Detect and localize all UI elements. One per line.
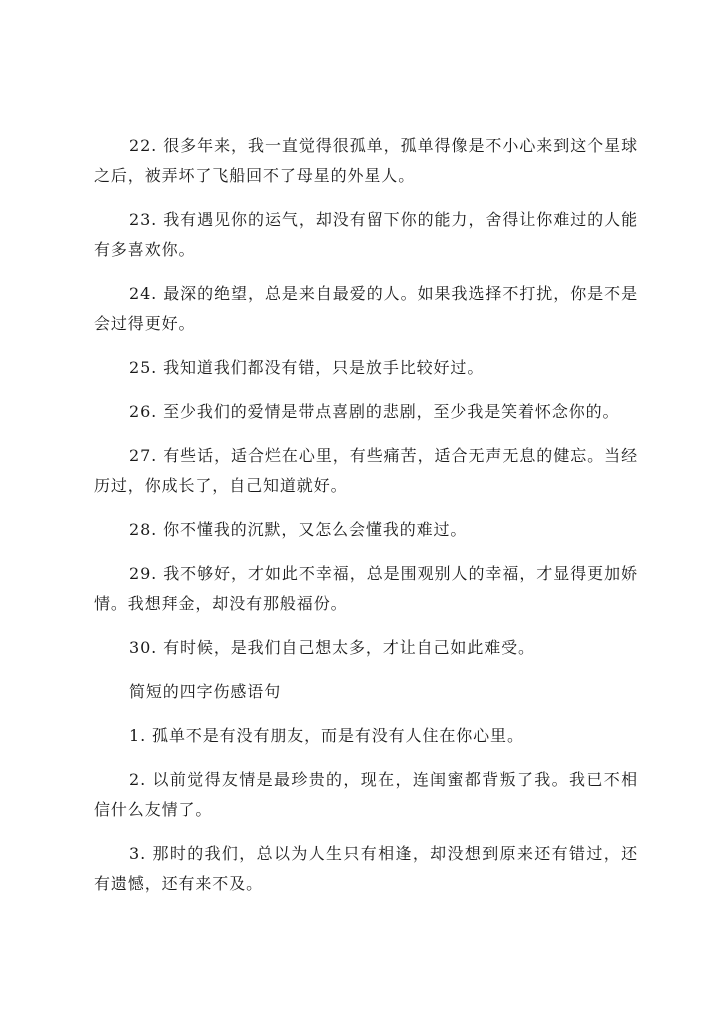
paragraph-22: 22. 很多年来，我一直觉得很孤单，孤单得像是不小心来到这个星球之后，被弄坏了飞船回不了母星的外星人。 [94, 136, 638, 185]
paragraph-1: 1. 孤单不是有没有朋友，而是有没有人住在你心里。 [129, 726, 524, 745]
document-body [94, 131, 638, 913]
paragraph-29: 29. 我不够好，才如此不幸福，总是围观别人的幸福，才显得更加娇情。我想拜金，却没有那般福份。 [94, 564, 638, 613]
section-heading: 简短的四字伤感语句 [129, 682, 282, 701]
paragraph-23: 23. 我有遇见你的运气，却没有留下你的能力，舍得让你难过的人能有多喜欢你。 [94, 210, 638, 259]
paragraph-28: 28. 你不懂我的沉默，又怎么会懂我的难过。 [129, 520, 468, 539]
paragraph-26: 26. 至少我们的爱情是带点喜剧的悲剧，至少我是笑着怀念你的。 [129, 402, 620, 421]
paragraph-27: 27. 有些话，适合烂在心里，有些痛苦，适合无声无息的健忘。当经历过，你成长了，自己知道就好。 [94, 446, 638, 495]
paragraph-3: 3. 那时的我们，总以为人生只有相逢，却没想到原来还有错过，还有遗憾，还有来不及。 [94, 844, 638, 893]
paragraph-25: 25. 我知道我们都没有错，只是放手比较好过。 [129, 358, 485, 377]
paragraph-2: 2. 以前觉得友情是最珍贵的，现在，连闺蜜都背叛了我。我已不相信什么友情了。 [94, 770, 638, 819]
paragraph-30: 30. 有时候，是我们自己想太多，才让自己如此难受。 [129, 638, 535, 657]
paragraph-24: 24. 最深的绝望，总是来自最爱的人。如果我选择不打扰，你是不是会过得更好。 [94, 284, 638, 333]
